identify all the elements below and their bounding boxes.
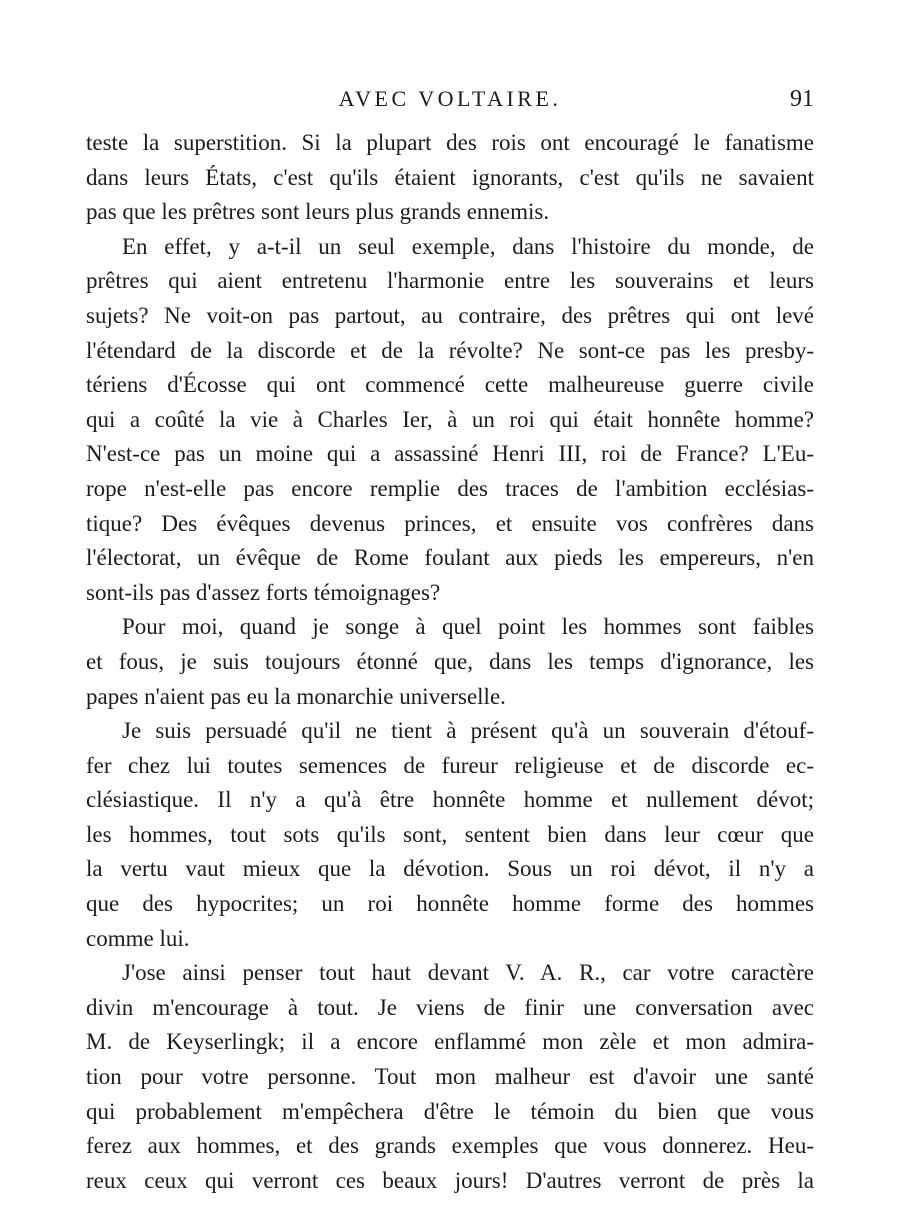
text-line: fer chez lui toutes semences de fureur religieuse et de discorde ec- [86, 752, 814, 778]
text-line: qui probablement m'empêchera d'être le témoin du bien que vous [86, 1098, 814, 1124]
text-line: et fous, je suis toujours étonné que, dans les temps d'ignorance, les [86, 648, 814, 674]
text-line: teste la superstition. Si la plupart des rois ont encouragé le fanatisme [86, 130, 814, 155]
text-line: clésiastique. Il n'y a qu'à être honnête homme et nullement dévot; [86, 787, 814, 813]
text-line: sont-ils pas d'assez forts témoignages? [86, 579, 441, 605]
text-line: ferez aux hommes, et des grands exemples que vous donnerez. Heu- [86, 1133, 814, 1159]
text-line: rope n'est-elle pas encore remplie des traces de l'ambition ecclésias- [86, 475, 814, 501]
text-line: Je suis persuadé qu'il ne tient à présent qu'à un souverain d'étouf- [122, 718, 814, 744]
text-line: tique? Des évêques devenus princes, et ensuite vos confrères dans [86, 510, 814, 536]
text-line: l'étendard de la discorde et de la révolte? Ne sont-ce pas les presby- [86, 337, 814, 363]
text-line: la vertu vaut mieux que la dévotion. Sous un roi dévot, il n'y a [86, 856, 814, 882]
text-line: qui a coûté la vie à Charles Ier, à un roi qui était honnête homme? [86, 406, 814, 432]
text-line: prêtres qui aient entretenu l'harmonie entre les souverains et leurs [86, 268, 814, 294]
text-line: dans leurs États, c'est qu'ils étaient ignorants, c'est qu'ils ne savaient [86, 164, 814, 190]
text-line: J'ose ainsi penser tout haut devant V. A. R., car votre caractère [122, 960, 814, 986]
text-line: N'est-ce pas un moine qui a assassiné Henri III, roi de France? L'Eu- [86, 441, 814, 467]
page-number: 91 [790, 86, 814, 112]
text-line: tion pour votre personne. Tout mon malheur est d'avoir une santé [86, 1064, 814, 1090]
text-line: En effet, y a-t-il un seul exemple, dans l'histoire du monde, de [122, 233, 814, 259]
text-line: papes n'aient pas eu la monarchie universelle. [86, 683, 506, 709]
running-title: AVEC VOLTAIRE. [338, 86, 562, 111]
text-line: comme lui. [86, 925, 190, 951]
text-line: les hommes, tout sots qu'ils sont, sentent bien dans leur cœur que [86, 821, 814, 847]
text-line: l'électorat, un évêque de Rome foulant aux pieds les empereurs, n'en [86, 545, 814, 571]
body-text [86, 126, 814, 1198]
text-line: divin m'encourage à tout. Je viens de finir une conversation avec [86, 994, 814, 1020]
running-head [86, 84, 814, 114]
text-line: pas que les prêtres sont leurs plus grands ennemis. [86, 199, 550, 225]
text-line: que des hypocrites; un roi honnête homme forme des hommes [86, 891, 814, 917]
text-line: sujets? Ne voit-on pas partout, au contraire, des prêtres qui ont levé [86, 302, 814, 328]
text-line: tériens d'Écosse qui ont commencé cette malheureuse guerre civile [86, 372, 814, 398]
text-line: Pour moi, quand je songe à quel point les hommes sont faibles [122, 614, 814, 640]
text-line: M. de Keyserlingk; il a encore enflammé mon zèle et mon admira- [86, 1029, 814, 1055]
text-line: reux ceux qui verront ces beaux jours! D'autres verront de près la [86, 1167, 814, 1193]
